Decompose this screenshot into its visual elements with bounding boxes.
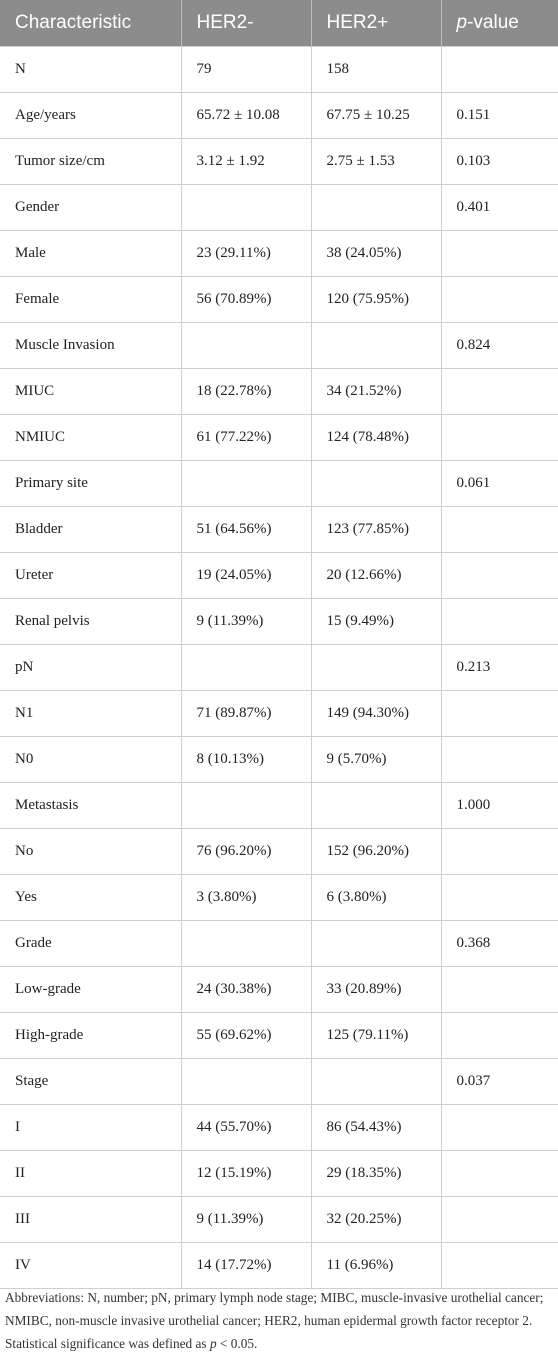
cell-p-value: [441, 874, 558, 920]
cell-her2-negative: 14 (17.72%): [181, 1242, 311, 1288]
cell-characteristic: Renal pelvis: [0, 598, 181, 644]
cell-p-value: [441, 368, 558, 414]
cell-her2-negative: [181, 1058, 311, 1104]
cell-her2-negative: 23 (29.11%): [181, 230, 311, 276]
cell-p-value: 0.103: [441, 138, 558, 184]
cell-p-value: [441, 1150, 558, 1196]
cell-p-value: [441, 230, 558, 276]
table-row: [0, 1196, 558, 1242]
table-row: [0, 690, 558, 736]
cell-characteristic: Grade: [0, 920, 181, 966]
table-row: [0, 506, 558, 552]
cell-her2-negative: 8 (10.13%): [181, 736, 311, 782]
cell-her2-positive: 86 (54.43%): [311, 1104, 441, 1150]
cell-her2-negative: 12 (15.19%): [181, 1150, 311, 1196]
cell-her2-negative: 65.72 ± 10.08: [181, 92, 311, 138]
cell-her2-negative: 19 (24.05%): [181, 552, 311, 598]
table-row: [0, 966, 558, 1012]
cell-p-value: [441, 828, 558, 874]
cell-her2-negative: 24 (30.38%): [181, 966, 311, 1012]
table-row: [0, 276, 558, 322]
cell-her2-positive: [311, 782, 441, 828]
table-row: [0, 230, 558, 276]
cell-her2-positive: 15 (9.49%): [311, 598, 441, 644]
cell-her2-negative: 61 (77.22%): [181, 414, 311, 460]
cell-her2-positive: 2.75 ± 1.53: [311, 138, 441, 184]
cell-characteristic: IV: [0, 1242, 181, 1288]
cell-her2-positive: 6 (3.80%): [311, 874, 441, 920]
cell-her2-positive: 67.75 ± 10.25: [311, 92, 441, 138]
cell-her2-positive: [311, 322, 441, 368]
header-her2-positive: HER2+: [311, 0, 441, 46]
cell-her2-negative: 9 (11.39%): [181, 1196, 311, 1242]
cell-her2-positive: 33 (20.89%): [311, 966, 441, 1012]
cell-her2-positive: 158: [311, 46, 441, 92]
footnote-text: Abbreviations: N, number; pN, primary lymph node stage; MIBC, muscle-invasive urothelial cancer; NMIBC, non-muscle invasive urothelial cancer; HER2, human epidermal growth factor receptor 2. Statistical significance was defined as: [5, 1290, 544, 1351]
cell-characteristic: High-grade: [0, 1012, 181, 1058]
cell-p-value: 0.037: [441, 1058, 558, 1104]
cell-characteristic: Metastasis: [0, 782, 181, 828]
header-characteristic: Characteristic: [0, 0, 181, 46]
cell-characteristic: Male: [0, 230, 181, 276]
cell-characteristic: No: [0, 828, 181, 874]
cell-her2-negative: 56 (70.89%): [181, 276, 311, 322]
cell-p-value: [441, 1012, 558, 1058]
table-row: [0, 1242, 558, 1288]
cell-p-value: 0.368: [441, 920, 558, 966]
cell-p-value: [441, 552, 558, 598]
cell-her2-positive: 124 (78.48%): [311, 414, 441, 460]
cell-characteristic: I: [0, 1104, 181, 1150]
table-row: [0, 644, 558, 690]
cell-p-value: 0.401: [441, 184, 558, 230]
table-row: [0, 1104, 558, 1150]
cell-characteristic: Yes: [0, 874, 181, 920]
table-row: [0, 414, 558, 460]
cell-her2-negative: 18 (22.78%): [181, 368, 311, 414]
footnote-tail: < 0.05.: [216, 1336, 258, 1351]
table-row: [0, 920, 558, 966]
cell-her2-positive: 38 (24.05%): [311, 230, 441, 276]
cell-her2-positive: 120 (75.95%): [311, 276, 441, 322]
cell-characteristic: Muscle Invasion: [0, 322, 181, 368]
cell-her2-negative: [181, 322, 311, 368]
cell-her2-positive: [311, 184, 441, 230]
cell-her2-positive: 11 (6.96%): [311, 1242, 441, 1288]
table-row: [0, 460, 558, 506]
cell-her2-negative: [181, 920, 311, 966]
cell-characteristic: Stage: [0, 1058, 181, 1104]
cell-characteristic: Age/years: [0, 92, 181, 138]
table-row: [0, 1150, 558, 1196]
cell-her2-positive: [311, 920, 441, 966]
table-row: [0, 92, 558, 138]
table-body: [0, 46, 558, 1288]
cell-p-value: [441, 1196, 558, 1242]
cell-characteristic: II: [0, 1150, 181, 1196]
table-row: [0, 1058, 558, 1104]
cell-p-value: 0.061: [441, 460, 558, 506]
cell-p-value: [441, 414, 558, 460]
table-row: [0, 736, 558, 782]
cell-characteristic: pN: [0, 644, 181, 690]
cell-p-value: 0.151: [441, 92, 558, 138]
cell-her2-positive: 152 (96.20%): [311, 828, 441, 874]
table-row: [0, 552, 558, 598]
cell-characteristic: III: [0, 1196, 181, 1242]
cell-her2-negative: 71 (89.87%): [181, 690, 311, 736]
table-row: [0, 322, 558, 368]
cell-her2-negative: [181, 184, 311, 230]
cell-characteristic: Female: [0, 276, 181, 322]
cell-her2-positive: 20 (12.66%): [311, 552, 441, 598]
cell-p-value: [441, 690, 558, 736]
cell-her2-positive: 149 (94.30%): [311, 690, 441, 736]
cell-her2-negative: 44 (55.70%): [181, 1104, 311, 1150]
cell-p-value: [441, 1104, 558, 1150]
cell-her2-positive: [311, 1058, 441, 1104]
cell-p-value: [441, 506, 558, 552]
cell-characteristic: Primary site: [0, 460, 181, 506]
cell-her2-negative: [181, 644, 311, 690]
table-row: [0, 368, 558, 414]
cell-p-value: 0.824: [441, 322, 558, 368]
cell-p-value: [441, 736, 558, 782]
cell-characteristic: N: [0, 46, 181, 92]
cell-p-value: [441, 46, 558, 92]
cell-her2-negative: 3 (3.80%): [181, 874, 311, 920]
header-p-symbol: p: [456, 11, 468, 33]
table-row: [0, 138, 558, 184]
footnote-p-symbol: p: [209, 1336, 217, 1351]
table-row: [0, 184, 558, 230]
cell-her2-negative: 76 (96.20%): [181, 828, 311, 874]
cell-characteristic: Low-grade: [0, 966, 181, 1012]
table-row: [0, 46, 558, 92]
cell-her2-negative: 79: [181, 46, 311, 92]
cell-p-value: 1.000: [441, 782, 558, 828]
table-row: [0, 782, 558, 828]
cell-her2-negative: [181, 460, 311, 506]
table-row: [0, 1012, 558, 1058]
cell-her2-negative: 51 (64.56%): [181, 506, 311, 552]
cell-her2-positive: [311, 644, 441, 690]
cell-p-value: [441, 598, 558, 644]
cell-characteristic: MIUC: [0, 368, 181, 414]
cell-her2-positive: [311, 460, 441, 506]
table-header-row: [0, 0, 558, 46]
table-row: [0, 874, 558, 920]
cell-her2-negative: [181, 782, 311, 828]
cell-p-value: 0.213: [441, 644, 558, 690]
header-her2-negative: HER2-: [181, 0, 311, 46]
cell-her2-positive: 29 (18.35%): [311, 1150, 441, 1196]
cell-characteristic: Tumor size/cm: [0, 138, 181, 184]
cell-her2-positive: 9 (5.70%): [311, 736, 441, 782]
cell-p-value: [441, 1242, 558, 1288]
table-footnote: [0, 1286, 558, 1355]
cell-p-value: [441, 966, 558, 1012]
header-p-value: [441, 0, 558, 46]
cell-characteristic: Bladder: [0, 506, 181, 552]
cell-her2-positive: 34 (21.52%): [311, 368, 441, 414]
cell-her2-positive: 123 (77.85%): [311, 506, 441, 552]
cell-p-value: [441, 276, 558, 322]
cell-her2-negative: 3.12 ± 1.92: [181, 138, 311, 184]
cell-characteristic: N1: [0, 690, 181, 736]
cell-her2-negative: 9 (11.39%): [181, 598, 311, 644]
header-p-value-label: -value: [467, 11, 519, 33]
table-row: [0, 598, 558, 644]
cell-her2-negative: 55 (69.62%): [181, 1012, 311, 1058]
cell-characteristic: NMIUC: [0, 414, 181, 460]
cell-her2-positive: 32 (20.25%): [311, 1196, 441, 1242]
cell-characteristic: N0: [0, 736, 181, 782]
table-row: [0, 828, 558, 874]
cell-her2-positive: 125 (79.11%): [311, 1012, 441, 1058]
cell-characteristic: Ureter: [0, 552, 181, 598]
cell-characteristic: Gender: [0, 184, 181, 230]
